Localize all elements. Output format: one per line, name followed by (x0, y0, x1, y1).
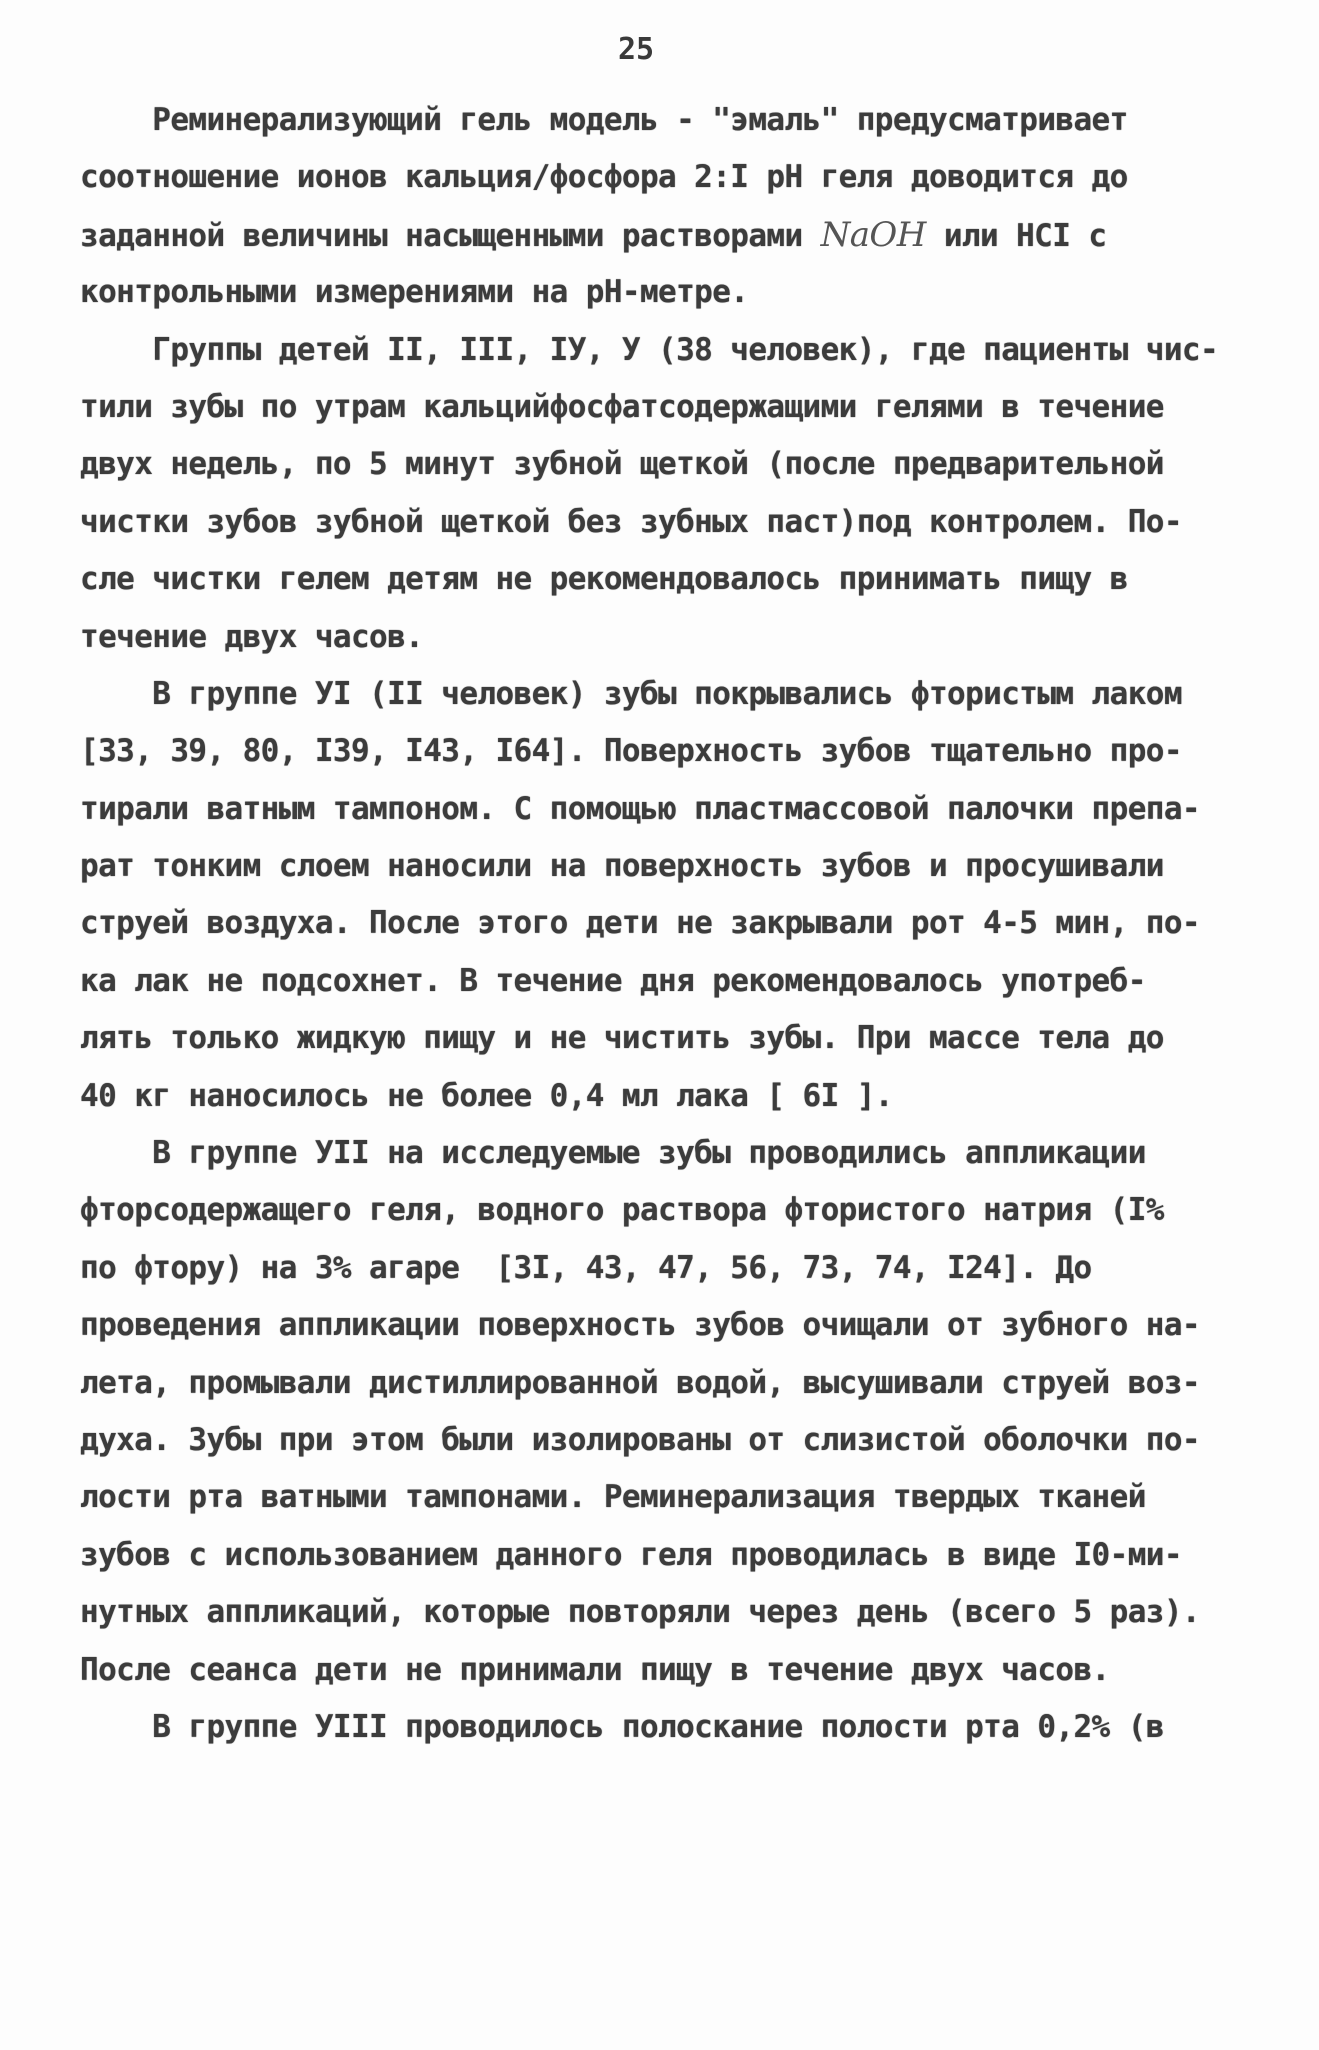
paragraph-group-6 (80, 666, 1240, 1125)
text-line-part: или HCI с (925, 217, 1107, 254)
text-line: духа. Зубы при этом были изолированы от слизистой оболочки по- (80, 1421, 1200, 1458)
text-line: лять только жидкую пищу и не чистить зубы. При массе тела до (80, 1020, 1164, 1057)
page-number: 25 (618, 32, 655, 67)
text-line: рат тонким слоем наносили на поверхность зубов и просушивали (80, 848, 1164, 885)
text-line: 40 кг наносилось не более 0,4 мл лака [ 6I ]. (80, 1077, 893, 1114)
text-line: струей воздуха. После этого дети не закрывали рот 4-5 мин, по- (80, 905, 1200, 942)
text-line-part: заданной величины насыщенными растворами (80, 217, 821, 254)
text-line: После сеанса дети не принимали пищу в течение двух часов. (80, 1651, 1110, 1688)
text-line: двух недель, по 5 минут зубной щеткой (после предварительной (80, 446, 1164, 483)
text-line: [33, 39, 80, I39, I43, I64]. Поверхность зубов тщательно про- (80, 733, 1182, 770)
text-line: В группе УI (II человек) зубы покрывались фтористым лаком (80, 675, 1182, 712)
text-line: нутных аппликаций, которые повторяли через день (всего 5 раз). (80, 1594, 1200, 1631)
handwritten-annotation: NaOH (820, 214, 926, 255)
text-line: Группы детей II, III, IУ, У (38 человек), где пациенты чис- (80, 331, 1219, 368)
paragraph-group-7 (80, 1125, 1240, 1699)
text-line: соотношение ионов кальция/фосфора 2:I pH геля доводится до (80, 159, 1128, 196)
text-line: Реминерализующий гель модель - "эмаль" предусматривает (80, 102, 1128, 138)
body-text (80, 92, 1240, 1756)
text-line: сле чистки гелем детям не рекомендовалось принимать пищу в (80, 561, 1128, 598)
text-line: В группе УIII проводилось полоскание полости рта 0,2% (в (80, 1708, 1164, 1745)
text-line: тирали ватным тампоном. С помощью пластмассовой палочки препа- (80, 790, 1200, 827)
text-line: ка лак не подсохнет. В течение дня рекомендовалось употреб- (80, 962, 1146, 999)
text-line-with-handwriting (80, 207, 1240, 264)
text-line: контрольными измерениями на pH-метре. (80, 274, 749, 311)
paragraph-gel-model (80, 92, 1240, 322)
text-line: по фтору) на 3% агаре [3I, 43, 47, 56, 73, 74, I24]. До (80, 1249, 1092, 1286)
paragraph-group-8 (80, 1699, 1240, 1756)
text-line: тили зубы по утрам кальцийфосфатсодержащими гелями в течение (80, 388, 1164, 425)
text-line: фторсодержащего геля, водного раствора фтористого натрия (I% (80, 1192, 1164, 1229)
text-line: лости рта ватными тампонами. Реминерализация твердых тканей (80, 1479, 1146, 1516)
text-line: чистки зубов зубной щеткой без зубных паст)под контролем. По- (80, 503, 1182, 540)
text-line: В группе УII на исследуемые зубы проводились аппликации (80, 1135, 1146, 1172)
text-line: зубов с использованием данного геля проводилась в виде I0-ми- (80, 1536, 1182, 1573)
text-line: лета, промывали дистиллированной водой, высушивали струей воз- (80, 1364, 1200, 1401)
paragraph-groups-2-5 (80, 322, 1240, 666)
text-line: проведения аппликации поверхность зубов очищали от зубного на- (80, 1307, 1200, 1344)
text-line: течение двух часов. (80, 618, 424, 655)
